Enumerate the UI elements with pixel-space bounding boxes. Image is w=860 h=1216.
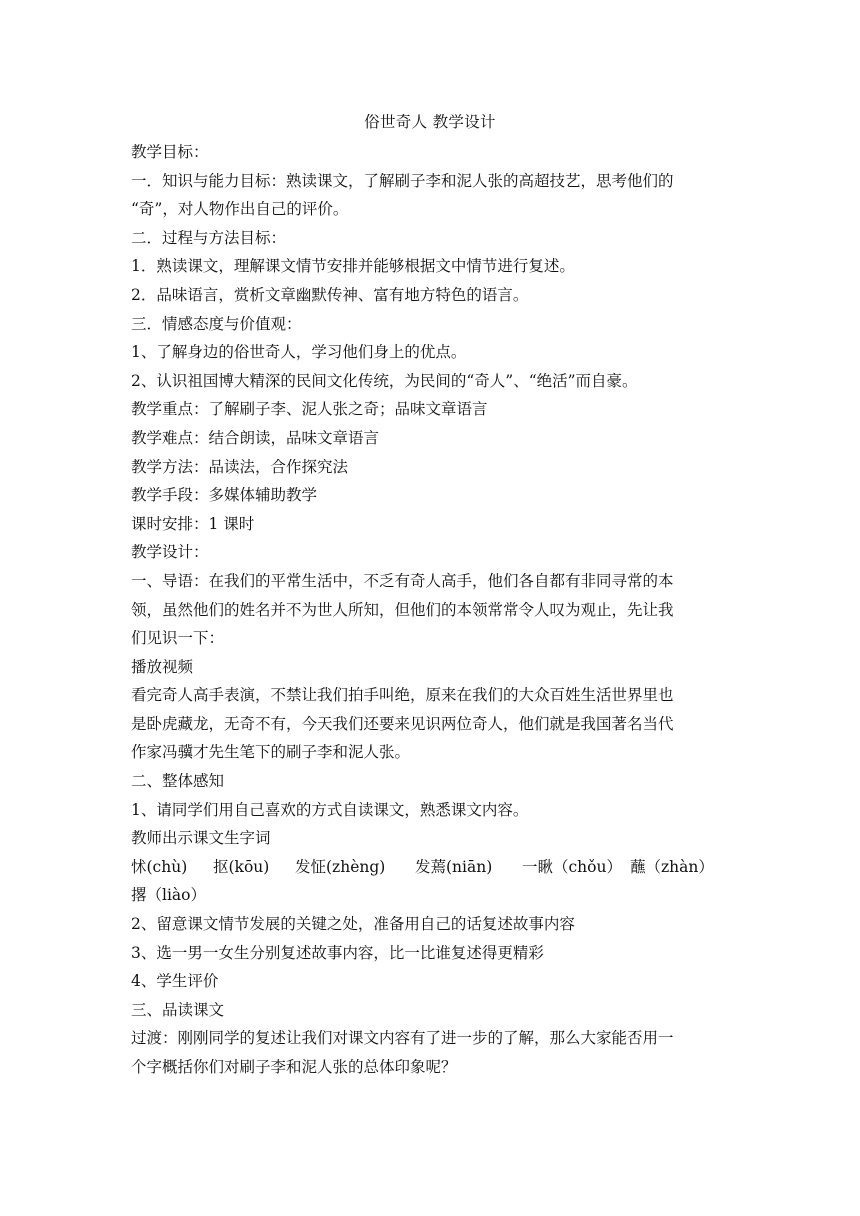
paragraph-line: 个字概括你们对刷子李和泥人张的总体印象呢？ <box>131 1058 457 1076</box>
paragraph-line: 是卧虎藏龙，无奇不有，今天我们还要来见识两位奇人，他们就是我国著名当代 <box>131 714 674 733</box>
paragraph-line: 2、留意课文情节发展的关键之处，准备用自己的话复述故事内容 <box>131 915 575 934</box>
paragraph-line: 教学设计： <box>131 543 209 562</box>
paragraph-line: 作家冯骥才先生笔下的刷子李和泥人张。 <box>131 743 411 762</box>
paragraph-line: 一．知识与能力目标：熟读课文，了解刷子李和泥人张的高超技艺，思考他们的 <box>131 171 674 190</box>
vocab-list <box>131 853 737 882</box>
vocab-item: 蘸（zhàn） <box>630 857 714 876</box>
vocab-item: 怵(chù) <box>131 857 188 876</box>
paragraph-line: 播放视频 <box>131 657 194 676</box>
document-title: 俗世奇人 教学设计 <box>364 113 496 131</box>
section-heading-objectives: 教学目标： <box>131 143 209 161</box>
paragraph-line: 过渡：刚刚同学的复述让我们对课文内容有了进一步的了解，那么大家能否用一 <box>131 1029 674 1048</box>
paragraph-line: 2、认识祖国博大精深的民间文化传统，为民间的“奇人”、“绝活”而自豪。 <box>131 371 638 390</box>
paragraph-line: “奇”，对人物作出自己的评价。 <box>131 200 349 219</box>
paragraph-line: 教学难点：结合朗读，品味文章语言 <box>131 428 380 447</box>
paragraph-line: 1、了解身边的俗世奇人，学习他们身上的优点。 <box>131 343 467 362</box>
vocab-item: 发蔫(niān) <box>415 857 493 876</box>
vocab-item: 一瞅（chǒu） <box>522 857 622 876</box>
vocab-item: 发怔(zhèng) <box>295 857 386 876</box>
paragraph-line: 看完奇人高手表演，不禁让我们拍手叫绝，原来在我们的大众百姓生活世界里也 <box>131 686 674 705</box>
paragraph-line: 教学手段：多媒体辅助教学 <box>131 486 318 505</box>
vocab-item: 抠(kōu) <box>213 857 270 876</box>
paragraph-line: 4、学生评价 <box>131 972 219 991</box>
document-body <box>131 138 737 1082</box>
paragraph-line: 二．过程与方法目标： <box>131 228 287 247</box>
paragraph-line: 教学方法：品读法，合作探究法 <box>131 457 349 476</box>
paragraph-line: 1．熟读课文，理解课文情节安排并能够根据文中情节进行复述。 <box>131 257 575 276</box>
paragraph-line: 二、整体感知 <box>131 772 225 791</box>
paragraph-line: 教学重点：了解刷子李、泥人张之奇；品味文章语言 <box>131 400 488 419</box>
paragraph-line: 课时安排：1 课时 <box>131 514 255 533</box>
paragraph-line: 3、选一男一女生分别复述故事内容，比一比谁复述得更精彩 <box>131 943 544 962</box>
paragraph-line: 2．品味语言，赏析文章幽默传神、富有地方特色的语言。 <box>131 285 529 304</box>
paragraph-line: 们见识一下： <box>131 629 225 648</box>
paragraph-line: 教师出示课文生字词 <box>131 829 271 848</box>
paragraph-line: 领，虽然他们的姓名并不为世人所知，但他们的本领常常令人叹为观止，先让我 <box>131 600 674 619</box>
paragraph-line: 1、请同学们用自己喜欢的方式自读课文，熟悉课文内容。 <box>131 800 529 819</box>
paragraph-line: 三、品读课文 <box>131 1000 225 1019</box>
paragraph-line: 三．情感态度与价值观： <box>131 314 302 333</box>
paragraph-line: 一、导语：在我们的平常生活中，不乏有奇人高手，他们各自都有非同寻常的本 <box>131 571 674 590</box>
vocab-item: 撂（liào） <box>131 886 206 905</box>
